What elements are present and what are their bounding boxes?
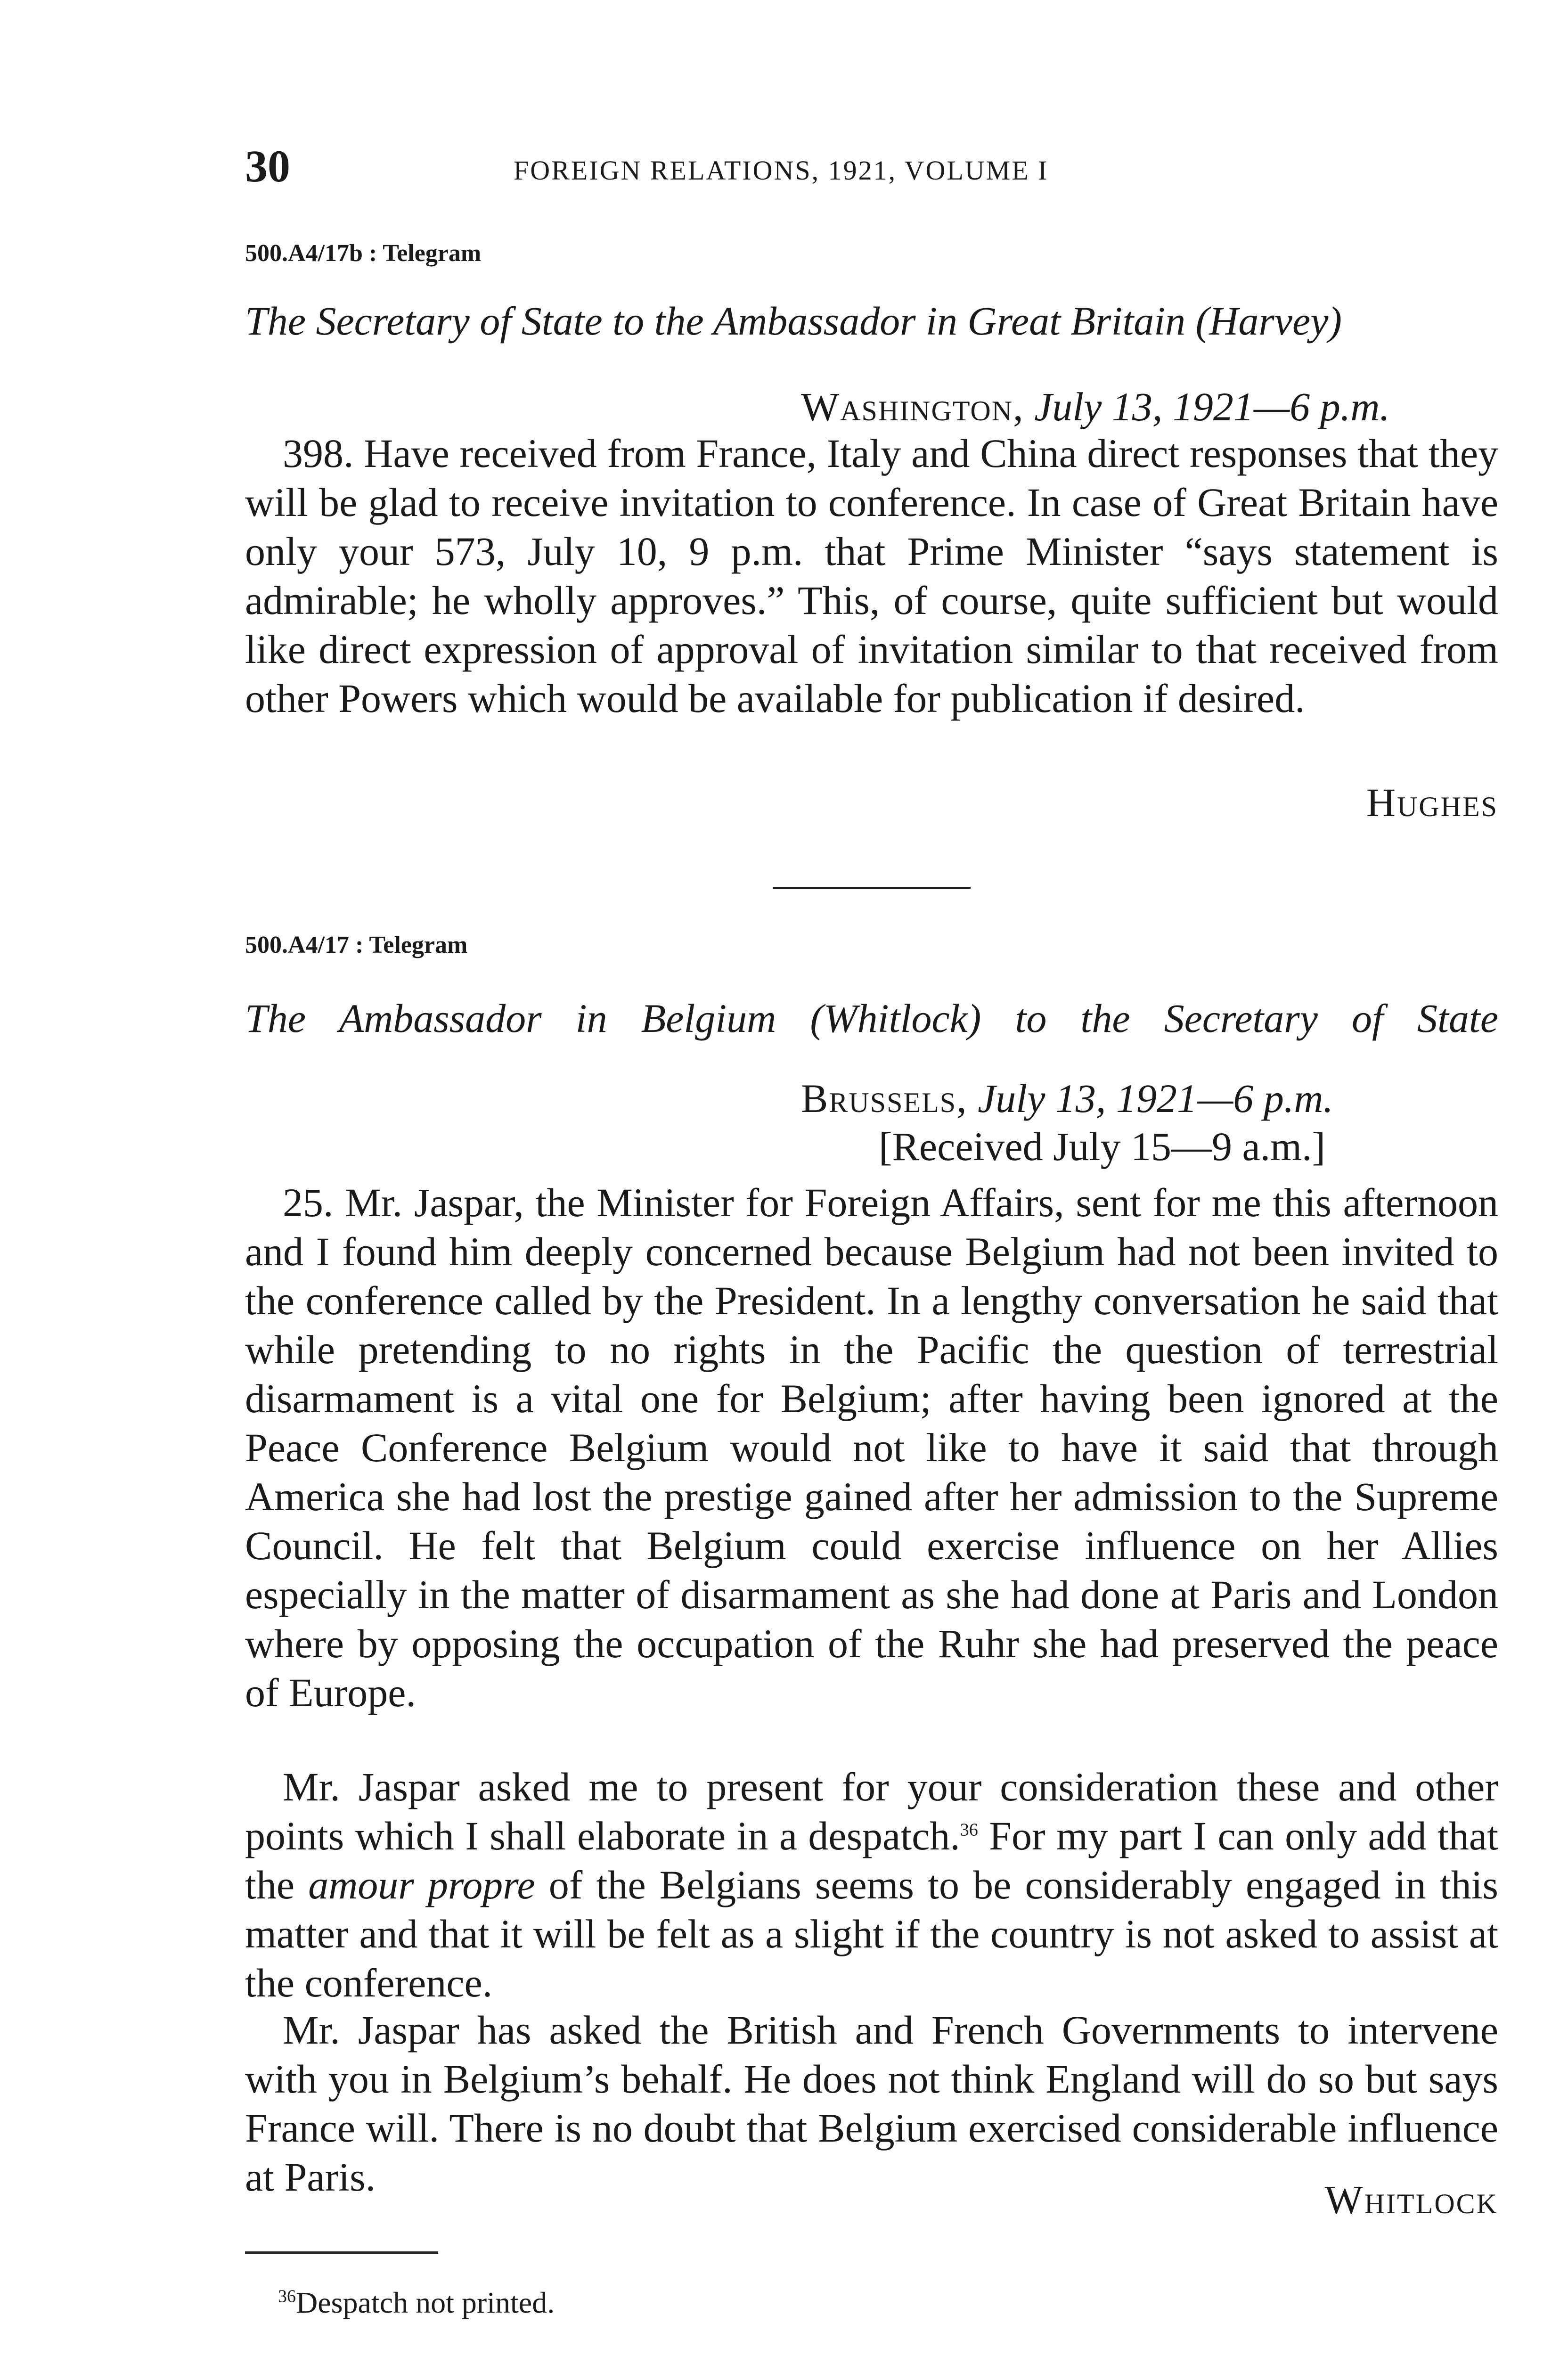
- dateline-place: Brussels,: [801, 1076, 968, 1121]
- telegram-paragraph: Mr. Jaspar has asked the British and French Governments to intervene with you in Belgium’s behalf. He does not think England will do so but says France will. There is no doubt that Belgium exercised considerable influence at Paris.: [245, 2007, 1498, 2200]
- dateline-date: July 13, 1921—6 p.m.: [978, 1076, 1333, 1121]
- telegram-body: 398. Have received from France, Italy and China direct responses that they will be glad to receive invitation to conference. In case of Great Britain have only your 573, July 10, 9 p.m. that Prime Minister “says statement is admirable; he wholly approves.” This, of course, quite sufficient but would like direct expression of approval of invitation similar to that received from other Powers which would be available for publication if desired.: [245, 431, 1498, 721]
- dateline: [801, 1078, 1333, 1119]
- paragraph-text: Mr. Jaspar asked me to present for your consideration these and other points which I shall elaborate in a despatch.: [245, 1764, 1498, 1858]
- footnote-reference: 36: [960, 1820, 978, 1840]
- running-head: [245, 141, 1498, 196]
- page-number: 30: [245, 141, 290, 191]
- dateline-place: Washington,: [801, 384, 1024, 429]
- file-reference: 500.A4/17 : Telegram: [245, 932, 468, 958]
- telegram-paragraph: 25. Mr. Jaspar, the Minister for Foreign Affairs, sent for me this afternoon and I found him deeply concerned because Belgium had not been invited to the conference called by the President. In a lengthy conversation he said that while pretending to no rights in the Pacific the question of terrestrial disarmament is a vital one for Belgium; after having been ignored at the Peace Conference Belgium would not like to have it said that through America she had lost the prestige gained after her admission to the Supreme Council. He felt that Belgium could exercise influence on her Allies especially in the matter of disarmament as she had done at Paris and London where by opposing the occupation of the Ruhr she had preserved the peace of Europe.: [245, 1180, 1498, 1715]
- dateline: [801, 386, 1390, 427]
- italic-phrase: amour propre: [308, 1862, 535, 1907]
- footnote-number: 36: [278, 2286, 296, 2307]
- dateline-date: July 13, 1921—6 p.m.: [1034, 384, 1390, 429]
- document-separator: [773, 887, 971, 889]
- document-heading: The Ambassador in Belgium (Whitlock) to the Secretary of State: [245, 996, 1498, 1041]
- footnote-rule: [245, 2251, 438, 2254]
- file-reference: 500.A4/17b : Telegram: [245, 240, 482, 267]
- footnote: [278, 2288, 555, 2318]
- paragraph-text: For my part I can only add that the: [245, 1813, 1498, 1907]
- paragraph-text: of the Belgians seems to be considerably engaged in this matter and that it will be felt as a slight if the country is not asked to assist at the conference.: [245, 1862, 1498, 2005]
- footnote-text: Despatch not printed.: [296, 2286, 555, 2319]
- telegram-paragraph: [245, 1762, 1498, 2007]
- signature: Whitlock: [1324, 2177, 1498, 2222]
- running-title: FOREIGN RELATIONS, 1921, VOLUME I: [514, 155, 1049, 186]
- signature: Hughes: [1366, 780, 1498, 825]
- received-note: [Received July 15—9 a.m.]: [879, 1124, 1326, 1169]
- document-heading: The Secretary of State to the Ambassador in Great Britain (Harvey): [245, 298, 1342, 344]
